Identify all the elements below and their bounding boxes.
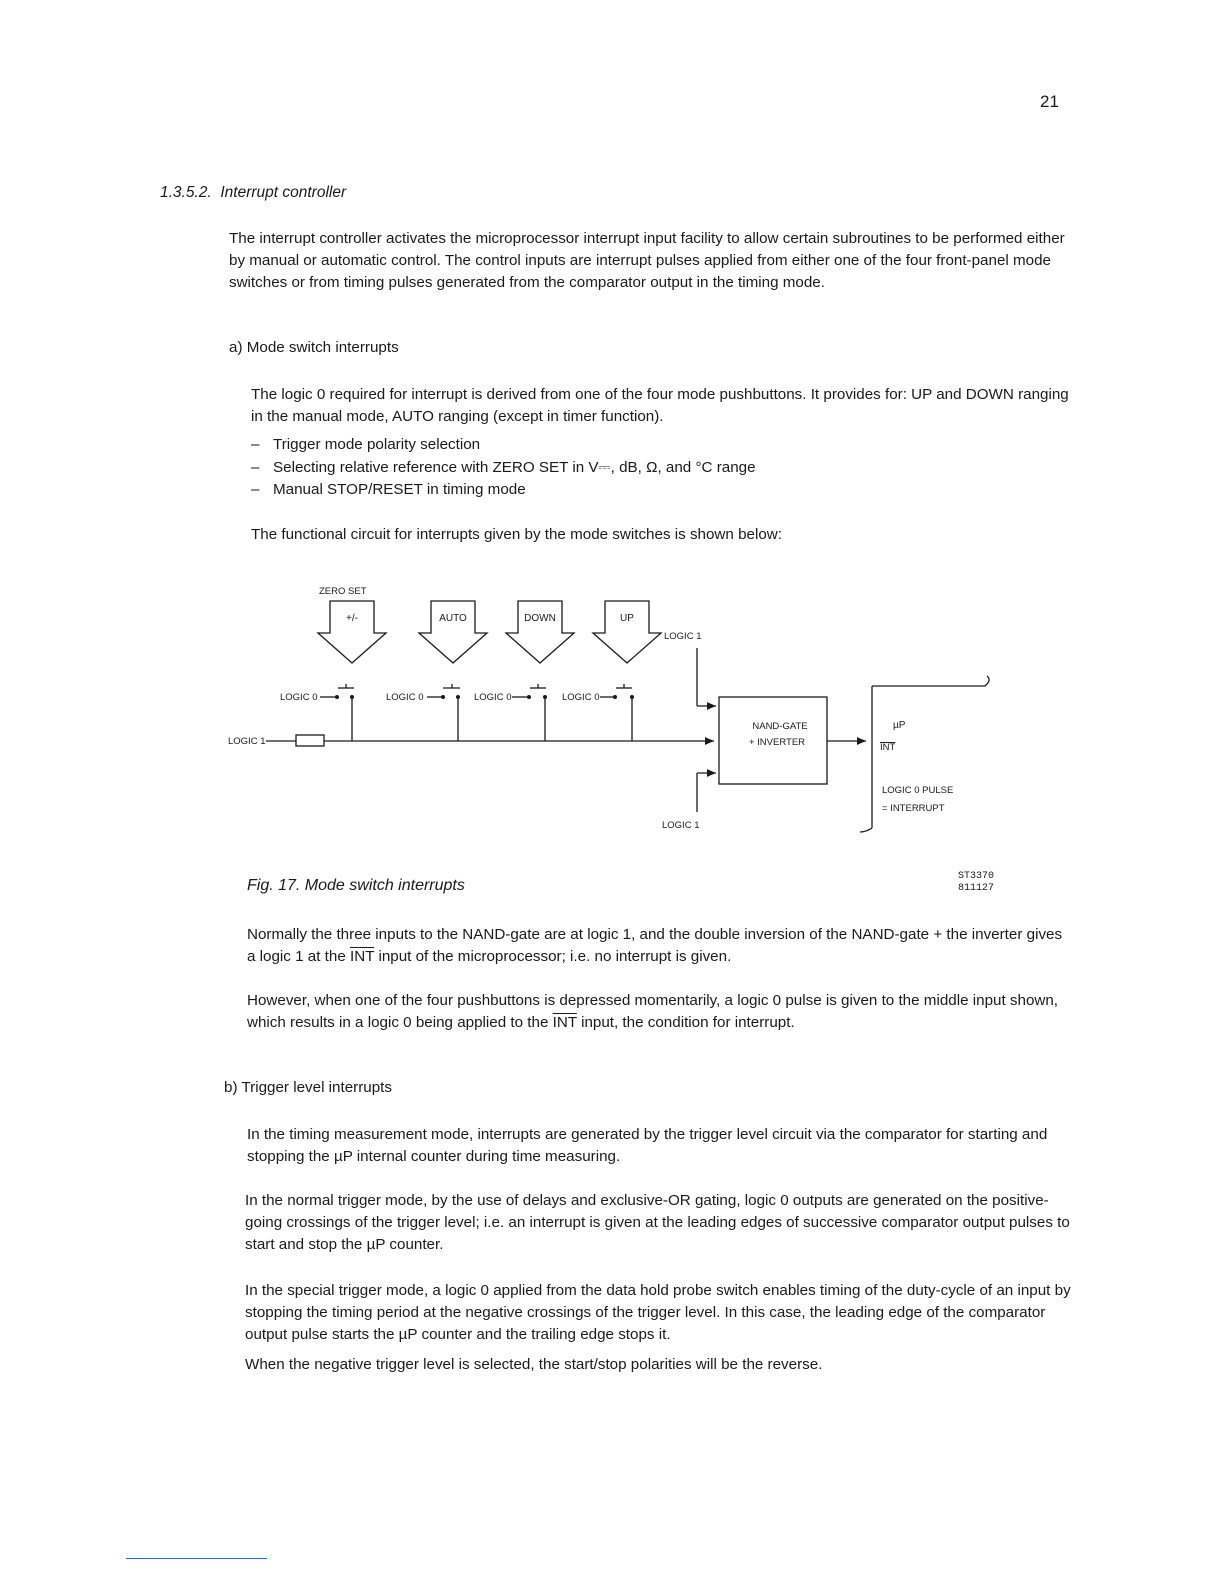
- zero-set-label: ZERO SET: [319, 586, 367, 597]
- logic1-left-label: LOGIC 1: [228, 736, 266, 747]
- pushbutton-paragraph: However, when one of the four pushbuttons is depressed momentarily, a logic 0 pulse is given to the middle input shown, which results in a logic 0 being applied to the $\overline{INT}$ input, the condition for interrupt.: [247, 992, 1059, 1031]
- footer-divider: [126, 1558, 267, 1559]
- button-label: AUTO: [439, 613, 467, 624]
- intro-paragraph: The interrupt controller activates the microprocessor interrupt input facility to allow certain subroutines to be performed either by manual or automatic control. The control inputs are interrupt pulses applied from either one of the four front-panel mode switches or from timing pulses generated from the comparator output in the timing mode.: [229, 230, 1065, 291]
- figure-code: ST3370 811127: [958, 871, 995, 894]
- mode-switch-paragraph: The logic 0 required for interrupt is derived from one of the four mode pushbuttons. It provides for: UP and DOWN ranging in the manual mode, AUTO ranging (except in timer function).: [251, 386, 1069, 425]
- down-button-icon: [506, 601, 574, 663]
- button-label: UP: [620, 613, 634, 624]
- auto-button-icon: [419, 601, 487, 663]
- button-label: DOWN: [524, 613, 556, 624]
- negative-trigger-paragraph: When the negative trigger level is selected, the start/stop polarities will be the reverse.: [245, 1356, 823, 1373]
- up-button-icon: [593, 601, 661, 663]
- list-item: – Manual STOP/RESET in timing mode: [251, 481, 526, 498]
- section-number: 1.3.5.2.: [160, 184, 212, 201]
- normal-state-paragraph: Normally the three inputs to the NAND-gate are at logic 1, and the double inversion of the NAND-gate + the inverter gives a logic 1 at the $\overline{INT}$ input of the microprocessor; i.e. no interrupt is given.: [247, 926, 1063, 965]
- pull-up-resistor: [296, 735, 324, 746]
- interrupt-label: = INTERRUPT: [882, 803, 945, 814]
- timing-paragraph: In the timing measurement mode, interrupts are generated by the trigger level circuit via the comparator for starting and stopping the µP internal counter during time measuring.: [247, 1126, 1048, 1165]
- zero-set-button-icon: [318, 601, 386, 663]
- logic1-top-label: LOGIC 1: [664, 631, 702, 642]
- section-title: Interrupt controller: [220, 184, 347, 201]
- subsection-a-heading: a) Mode switch interrupts: [229, 339, 399, 356]
- inverter-label: + INVERTER: [748, 737, 806, 748]
- switch-label: LOGIC 0: [386, 692, 424, 703]
- switch-label: LOGIC 0: [474, 692, 512, 703]
- switch-label: LOGIC 0: [280, 692, 318, 703]
- int-label: INT: [880, 742, 896, 753]
- logic1-bottom-label: LOGIC 1: [662, 820, 700, 831]
- button-label: +/-: [346, 613, 358, 624]
- list-item: – Selecting relative reference with ZERO SET in V⎓, dB, Ω, and °C range: [251, 458, 756, 476]
- subsection-b-heading: b) Trigger level interrupts: [224, 1079, 392, 1096]
- figure-caption: Fig. 17. Mode switch interrupts: [247, 877, 465, 894]
- switch-label: LOGIC 0: [562, 692, 600, 703]
- circuit-intro-paragraph: The functional circuit for interrupts given by the mode switches is shown below:: [251, 526, 782, 543]
- nand-gate-label: NAND-GATE: [752, 721, 808, 732]
- page-number: 21: [1040, 92, 1059, 111]
- special-trigger-paragraph: In the special trigger mode, a logic 0 applied from the data hold probe switch enables timing of the duty-cycle of an input by stopping the timing period at the negative crossings of the trigger level. In this case, the leading edge of the comparator output pulse starts the µP counter and the trailing edge stops it.: [245, 1282, 1071, 1343]
- list-item: – Trigger mode polarity selection: [251, 436, 481, 453]
- normal-trigger-paragraph: In the normal trigger mode, by the use of delays and exclusive-OR gating, logic 0 outputs are generated on the positive-going crossings of the trigger level; i.e. an interrupt is given at the leading edges of successive comparator output pulses to start and stop the µP counter.: [245, 1192, 1070, 1253]
- pulse-label: LOGIC 0 PULSE: [882, 785, 954, 796]
- microprocessor-label: µP: [893, 720, 906, 731]
